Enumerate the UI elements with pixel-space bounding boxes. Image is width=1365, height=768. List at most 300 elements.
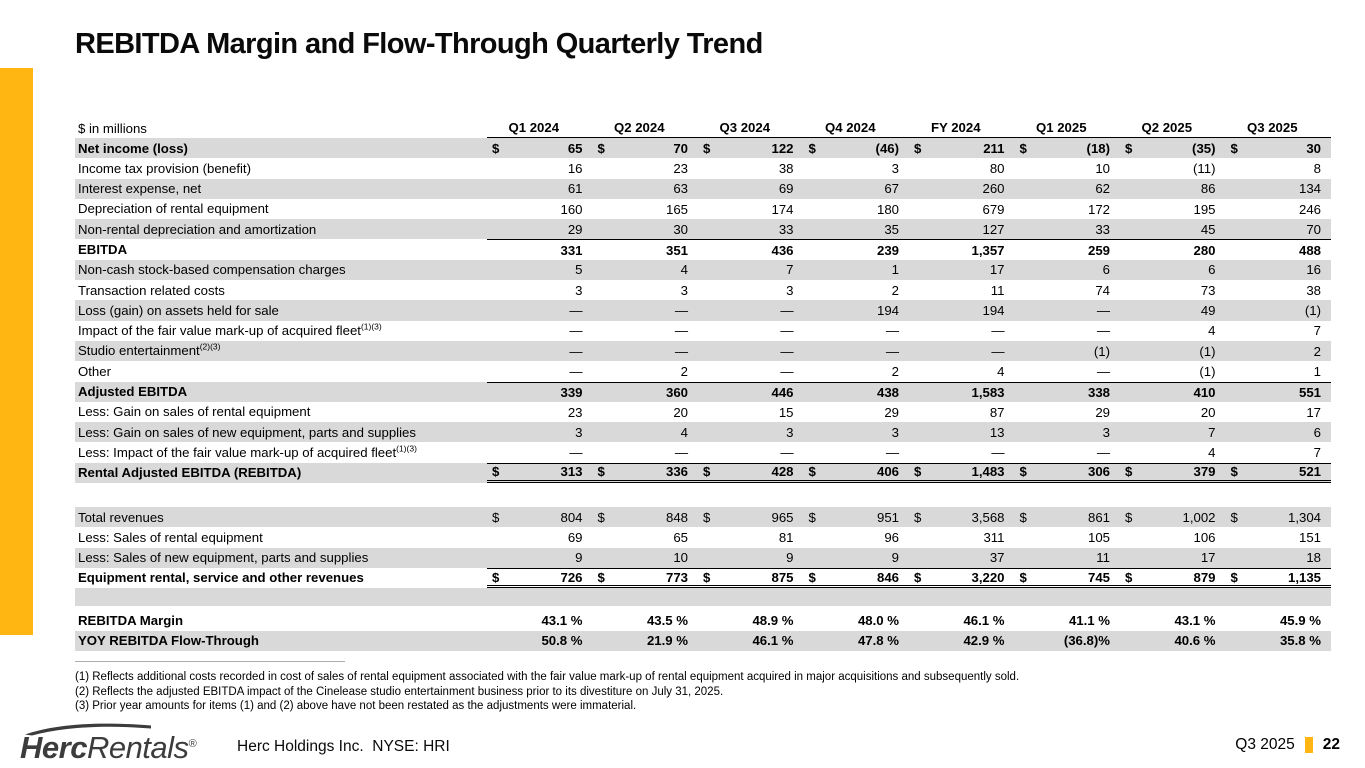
table-cell bbox=[804, 219, 910, 239]
dollar-sign: $ bbox=[703, 464, 711, 480]
cell-value: 2 bbox=[891, 363, 899, 379]
cell-value: 43.1 % bbox=[1174, 612, 1216, 628]
cell-value: 875 bbox=[771, 569, 794, 585]
cell-value: 4 bbox=[680, 424, 688, 440]
cell-value: 174 bbox=[771, 201, 794, 217]
cell-value: — bbox=[569, 343, 583, 359]
cell-value: 1,583 bbox=[971, 384, 1005, 400]
row-values bbox=[487, 341, 1331, 361]
row-values bbox=[487, 507, 1331, 527]
cell-value: — bbox=[1096, 323, 1110, 339]
table-cell bbox=[1120, 138, 1226, 158]
cell-value: 65 bbox=[567, 140, 583, 156]
cell-value: 20 bbox=[673, 404, 688, 420]
table-cell bbox=[1226, 610, 1332, 630]
table-cell bbox=[804, 280, 910, 300]
row-values bbox=[487, 138, 1331, 158]
table-row bbox=[75, 463, 1331, 483]
table-row bbox=[75, 568, 1331, 588]
table-cell bbox=[1015, 422, 1121, 442]
cell-value: 745 bbox=[1087, 569, 1110, 585]
table-cell bbox=[804, 199, 910, 219]
table-cell bbox=[1015, 548, 1121, 568]
cell-value: 804 bbox=[560, 509, 583, 525]
cell-value: — bbox=[1096, 303, 1110, 319]
table-cell bbox=[593, 240, 699, 259]
table-row bbox=[75, 179, 1331, 199]
row-values bbox=[487, 442, 1331, 462]
table-cell bbox=[487, 422, 593, 442]
cell-value: 336 bbox=[665, 464, 688, 480]
row-label: Loss (gain) on assets held for sale bbox=[78, 302, 279, 318]
footer bbox=[0, 712, 1365, 768]
table-unit-label: $ in millions bbox=[78, 121, 147, 136]
dollar-sign: $ bbox=[1125, 569, 1133, 585]
cell-value: 86 bbox=[1200, 181, 1216, 197]
column-header: Q4 2024 bbox=[824, 120, 876, 135]
cell-value: (1) bbox=[1199, 363, 1216, 379]
table-cell bbox=[593, 341, 699, 361]
cell-value: 260 bbox=[982, 181, 1005, 197]
table-cell bbox=[487, 569, 593, 585]
cell-value: 521 bbox=[1298, 464, 1321, 480]
table-cell bbox=[1015, 631, 1121, 651]
row-values bbox=[487, 199, 1331, 219]
dollar-sign: $ bbox=[492, 509, 500, 525]
cell-value: 48.0 % bbox=[857, 612, 899, 628]
cell-value: 29 bbox=[567, 221, 583, 237]
table-cell bbox=[804, 442, 910, 462]
dollar-sign: $ bbox=[1125, 509, 1133, 525]
table-cell bbox=[487, 158, 593, 178]
column-header: Q3 2025 bbox=[1246, 120, 1298, 135]
table-cell bbox=[1226, 442, 1332, 462]
table-cell bbox=[1015, 158, 1121, 178]
cell-value: 80 bbox=[989, 160, 1005, 176]
table-cell bbox=[909, 199, 1015, 219]
dollar-sign: $ bbox=[703, 140, 711, 156]
table-cell bbox=[909, 569, 1015, 585]
table-cell bbox=[1226, 402, 1332, 422]
table-cell bbox=[1015, 383, 1121, 402]
table-cell bbox=[1015, 507, 1121, 527]
table-cell bbox=[1015, 199, 1121, 219]
cell-value: (1) bbox=[1093, 343, 1110, 359]
row-values bbox=[487, 631, 1331, 651]
row-values bbox=[487, 300, 1331, 320]
table-cell bbox=[487, 361, 593, 381]
table-cell bbox=[1015, 280, 1121, 300]
table-cell bbox=[1120, 610, 1226, 630]
table-cell bbox=[1226, 321, 1332, 341]
table-cell bbox=[1226, 280, 1332, 300]
table-row bbox=[75, 280, 1331, 300]
table-cell bbox=[593, 402, 699, 422]
dollar-sign: $ bbox=[914, 569, 922, 585]
table-cell bbox=[804, 321, 910, 341]
table-cell bbox=[1015, 402, 1121, 422]
table-cell bbox=[909, 179, 1015, 199]
table-cell bbox=[487, 402, 593, 422]
row-values bbox=[487, 382, 1331, 402]
table-cell bbox=[804, 569, 910, 585]
footnote: (2) Reflects the adjusted EBITDA impact of the Cinelease studio entertainment business prior to its divestiture on July 31, 2025. bbox=[75, 685, 724, 698]
cell-value: 9 bbox=[786, 550, 794, 566]
cell-value: 74 bbox=[1095, 282, 1110, 298]
footnote-divider bbox=[75, 661, 345, 662]
cell-value: 7 bbox=[1313, 323, 1321, 339]
table-cell bbox=[1120, 300, 1226, 320]
table-cell bbox=[1015, 219, 1121, 239]
spacer-row bbox=[75, 483, 1331, 507]
row-values bbox=[487, 361, 1331, 381]
row-label: Net income (loss) bbox=[78, 140, 188, 156]
cell-value: 38 bbox=[1306, 282, 1321, 298]
table-cell bbox=[1015, 464, 1121, 480]
table-cell bbox=[804, 138, 910, 158]
cell-value: 773 bbox=[665, 569, 688, 585]
cell-value: — bbox=[780, 343, 794, 359]
cell-value: 2 bbox=[680, 363, 688, 379]
cell-value: 41.1 % bbox=[1068, 612, 1110, 628]
table-cell bbox=[593, 464, 699, 480]
cell-value: 10 bbox=[1095, 160, 1110, 176]
table-cell bbox=[593, 138, 699, 158]
cell-value: 6 bbox=[1313, 424, 1321, 440]
table-cell bbox=[593, 610, 699, 630]
dollar-sign: $ bbox=[1125, 140, 1133, 156]
row-values bbox=[487, 568, 1331, 588]
dollar-sign: $ bbox=[914, 509, 922, 525]
table-cell bbox=[1226, 383, 1332, 402]
cell-value: 134 bbox=[1298, 181, 1321, 197]
cell-value: 313 bbox=[560, 464, 583, 480]
dollar-sign: $ bbox=[1019, 140, 1027, 156]
column-header: Q1 2025 bbox=[1035, 120, 1087, 135]
table-cell bbox=[1120, 442, 1226, 462]
cell-value: 965 bbox=[771, 509, 794, 525]
table-cell bbox=[593, 507, 699, 527]
row-label: Less: Impact of the fair value mark-up of acquired fleet$^{(1)(3)}$ bbox=[78, 443, 417, 460]
table-row bbox=[75, 507, 1331, 527]
dollar-sign: $ bbox=[1230, 569, 1238, 585]
herc-rentals-logo bbox=[18, 722, 218, 766]
table-cell bbox=[487, 527, 593, 547]
table-cell bbox=[698, 464, 804, 480]
table-cell bbox=[804, 179, 910, 199]
footnote-reference: (1)(3) bbox=[396, 443, 417, 454]
cell-value: 13 bbox=[989, 424, 1005, 440]
table-cell bbox=[804, 300, 910, 320]
table-cell bbox=[804, 422, 910, 442]
row-values bbox=[487, 422, 1331, 442]
table-cell bbox=[1226, 569, 1332, 585]
table-cell bbox=[487, 610, 593, 630]
table-row bbox=[75, 382, 1331, 402]
table-cell bbox=[487, 321, 593, 341]
cell-value: 20 bbox=[1200, 404, 1216, 420]
table-cell bbox=[487, 631, 593, 651]
cell-value: 1,135 bbox=[1287, 569, 1321, 585]
table-cell bbox=[804, 158, 910, 178]
table-cell bbox=[698, 341, 804, 361]
cell-value: 194 bbox=[876, 303, 899, 319]
table-cell bbox=[804, 260, 910, 280]
column-header: Q2 2025 bbox=[1141, 120, 1193, 135]
table-cell bbox=[1226, 527, 1332, 547]
cell-value: 436 bbox=[771, 242, 794, 258]
cell-value: 49 bbox=[1200, 303, 1216, 319]
table-cell bbox=[487, 300, 593, 320]
dollar-sign: $ bbox=[1019, 569, 1027, 585]
table-cell bbox=[1226, 179, 1332, 199]
row-values bbox=[487, 219, 1331, 239]
table-cell bbox=[698, 300, 804, 320]
cell-value: 17 bbox=[1200, 550, 1216, 566]
cell-value: 105 bbox=[1087, 529, 1110, 545]
table-row bbox=[75, 138, 1331, 158]
table-cell bbox=[1120, 527, 1226, 547]
table-cell bbox=[593, 569, 699, 585]
table-cell bbox=[698, 260, 804, 280]
footnotes bbox=[75, 670, 1019, 714]
footer-right bbox=[1235, 736, 1340, 754]
cell-value: 11 bbox=[990, 282, 1005, 298]
table-cell bbox=[909, 442, 1015, 462]
dollar-sign: $ bbox=[597, 509, 605, 525]
table-cell bbox=[1015, 361, 1121, 381]
cell-value: — bbox=[674, 445, 688, 461]
table-row bbox=[75, 361, 1331, 381]
table-cell bbox=[1226, 361, 1332, 381]
table-row bbox=[75, 631, 1331, 651]
table-cell bbox=[1226, 341, 1332, 361]
table-cell bbox=[487, 199, 593, 219]
cell-value: 848 bbox=[665, 509, 688, 525]
cell-value: 239 bbox=[876, 242, 899, 258]
table-cell bbox=[1120, 341, 1226, 361]
cell-value: 3 bbox=[891, 424, 899, 440]
column-header: Q2 2024 bbox=[613, 120, 665, 135]
cell-value: 331 bbox=[560, 242, 583, 258]
column-header: FY 2024 bbox=[930, 120, 981, 135]
table-cell bbox=[1120, 383, 1226, 402]
table-body bbox=[75, 138, 1331, 651]
table-row bbox=[75, 442, 1331, 462]
table-cell bbox=[1015, 179, 1121, 199]
cell-value: (1) bbox=[1304, 303, 1321, 319]
cell-value: 43.1 % bbox=[541, 612, 583, 628]
cell-value: 4 bbox=[1208, 323, 1216, 339]
table-cell bbox=[593, 260, 699, 280]
cell-value: 81 bbox=[778, 529, 794, 545]
cell-value: 6 bbox=[1208, 262, 1216, 278]
table-cell bbox=[1015, 527, 1121, 547]
table-cell bbox=[909, 383, 1015, 402]
cell-value: 3 bbox=[680, 282, 688, 298]
table-row bbox=[75, 260, 1331, 280]
cell-value: 87 bbox=[989, 404, 1005, 420]
table-cell bbox=[1226, 507, 1332, 527]
table-cell bbox=[1120, 422, 1226, 442]
cell-value: 17 bbox=[1306, 404, 1321, 420]
table-cell bbox=[909, 341, 1015, 361]
table-row bbox=[75, 402, 1331, 422]
table-cell bbox=[909, 610, 1015, 630]
cell-value: (11) bbox=[1193, 160, 1216, 176]
row-label: YOY REBITDA Flow-Through bbox=[78, 633, 259, 649]
cell-value: 428 bbox=[771, 464, 794, 480]
cell-value: 180 bbox=[876, 201, 899, 217]
cell-value: 861 bbox=[1087, 509, 1110, 525]
cell-value: 106 bbox=[1193, 529, 1216, 545]
table-cell bbox=[1120, 219, 1226, 239]
table-cell bbox=[804, 610, 910, 630]
cell-value: 3,220 bbox=[971, 569, 1005, 585]
table-cell bbox=[593, 631, 699, 651]
cell-value: — bbox=[674, 323, 688, 339]
table-cell bbox=[698, 240, 804, 259]
cell-value: 70 bbox=[1306, 221, 1321, 237]
cell-value: 3 bbox=[575, 282, 583, 298]
table-cell bbox=[698, 199, 804, 219]
table-column-headers bbox=[487, 117, 1331, 138]
dollar-sign: $ bbox=[808, 509, 816, 525]
cell-value: — bbox=[569, 323, 583, 339]
cell-value: — bbox=[885, 445, 899, 461]
cell-value: — bbox=[1096, 363, 1110, 379]
table-cell bbox=[698, 422, 804, 442]
table-cell bbox=[1226, 260, 1332, 280]
table-cell bbox=[909, 158, 1015, 178]
table-cell bbox=[909, 138, 1015, 158]
table-cell bbox=[698, 631, 804, 651]
cell-value: 360 bbox=[665, 384, 688, 400]
table-cell bbox=[698, 361, 804, 381]
table-row bbox=[75, 422, 1331, 442]
cell-value: (36.8)% bbox=[1063, 633, 1110, 649]
cell-value: 379 bbox=[1193, 464, 1216, 480]
cell-value: 410 bbox=[1193, 384, 1216, 400]
footnote: (1) Reflects additional costs recorded in cost of sales of rental equipment associated with the fair value mark-up of rental equipment acquired in major acquisitions and subsequently sold. bbox=[75, 671, 1020, 683]
cell-value: 33 bbox=[1095, 221, 1110, 237]
table-cell bbox=[804, 383, 910, 402]
row-label: Interest expense, net bbox=[78, 181, 202, 197]
cell-value: — bbox=[885, 343, 899, 359]
cell-value: 96 bbox=[884, 529, 899, 545]
table-cell bbox=[909, 321, 1015, 341]
cell-value: 9 bbox=[891, 550, 899, 566]
table-cell bbox=[909, 280, 1015, 300]
cell-value: (1) bbox=[1199, 343, 1216, 359]
cell-value: (18) bbox=[1086, 140, 1110, 156]
cell-value: — bbox=[569, 363, 583, 379]
table-cell bbox=[909, 527, 1015, 547]
cell-value: — bbox=[991, 445, 1005, 461]
table-row bbox=[75, 548, 1331, 568]
cell-value: 29 bbox=[1095, 404, 1110, 420]
table-cell bbox=[1226, 138, 1332, 158]
cell-value: 30 bbox=[673, 221, 688, 237]
footnote-reference: (2)(3) bbox=[199, 342, 221, 353]
table-cell bbox=[593, 280, 699, 300]
table-cell bbox=[804, 341, 910, 361]
table-row bbox=[75, 321, 1331, 341]
cell-value: 165 bbox=[665, 201, 688, 217]
cell-value: 69 bbox=[567, 529, 583, 545]
table-row bbox=[75, 219, 1331, 239]
table-row bbox=[75, 300, 1331, 320]
cell-value: 67 bbox=[884, 181, 899, 197]
cell-value: 47.8 % bbox=[857, 633, 899, 649]
cell-value: 62 bbox=[1095, 181, 1110, 197]
row-label: EBITDA bbox=[78, 241, 128, 257]
cell-value: (35) bbox=[1192, 140, 1216, 156]
dollar-sign: $ bbox=[914, 464, 922, 480]
table-cell bbox=[487, 179, 593, 199]
row-values bbox=[487, 280, 1331, 300]
row-label: Adjusted EBITDA bbox=[78, 384, 188, 400]
dollar-sign: $ bbox=[808, 140, 816, 156]
logo-rentals-text: Rentals bbox=[86, 730, 189, 765]
table-cell bbox=[909, 361, 1015, 381]
cell-value: 3,568 bbox=[971, 509, 1005, 525]
row-label: Studio entertainment$^{(2)(3)}$ bbox=[78, 342, 221, 359]
cell-value: 951 bbox=[876, 509, 899, 525]
table-cell bbox=[1226, 240, 1332, 259]
table-cell bbox=[1120, 158, 1226, 178]
table-cell bbox=[487, 138, 593, 158]
table-header-row bbox=[75, 117, 1331, 138]
row-values bbox=[487, 527, 1331, 547]
table-cell bbox=[1226, 199, 1332, 219]
cell-value: — bbox=[569, 445, 583, 461]
row-label: Less: Sales of new equipment, parts and supplies bbox=[78, 550, 369, 566]
table-cell bbox=[909, 260, 1015, 280]
registered-trademark-icon: ® bbox=[188, 738, 197, 750]
row-label: Rental Adjusted EBITDA (REBITDA) bbox=[78, 465, 302, 481]
row-label: Less: Gain on sales of rental equipment bbox=[78, 404, 311, 420]
table-cell bbox=[698, 548, 804, 568]
table-cell bbox=[487, 260, 593, 280]
cell-value: 65 bbox=[673, 529, 688, 545]
table-cell bbox=[593, 158, 699, 178]
cell-value: 42.9 % bbox=[963, 633, 1005, 649]
footnote: (3) Prior year amounts for items (1) and (2) above have not been restated as the adjustments were immaterial. bbox=[75, 700, 637, 712]
page-number-accent-bar bbox=[1305, 737, 1313, 753]
column-header: Q1 2024 bbox=[508, 120, 560, 135]
table-cell bbox=[698, 610, 804, 630]
table-cell bbox=[1226, 158, 1332, 178]
cell-value: 4 bbox=[680, 262, 688, 278]
table-cell bbox=[698, 158, 804, 178]
cell-value: 35.8 % bbox=[1279, 633, 1321, 649]
table-cell bbox=[1120, 321, 1226, 341]
cell-value: 679 bbox=[982, 201, 1005, 217]
cell-value: 29 bbox=[884, 404, 899, 420]
row-label: Transaction related costs bbox=[78, 282, 225, 298]
cell-value: — bbox=[780, 323, 794, 339]
table-cell bbox=[1120, 361, 1226, 381]
cell-value: 879 bbox=[1193, 569, 1216, 585]
table-row bbox=[75, 239, 1331, 259]
cell-value: 48.9 % bbox=[752, 612, 794, 628]
cell-value: 43.5 % bbox=[646, 612, 688, 628]
table-cell bbox=[1015, 300, 1121, 320]
table-cell bbox=[698, 507, 804, 527]
table-cell bbox=[1120, 569, 1226, 585]
row-values bbox=[487, 239, 1331, 259]
